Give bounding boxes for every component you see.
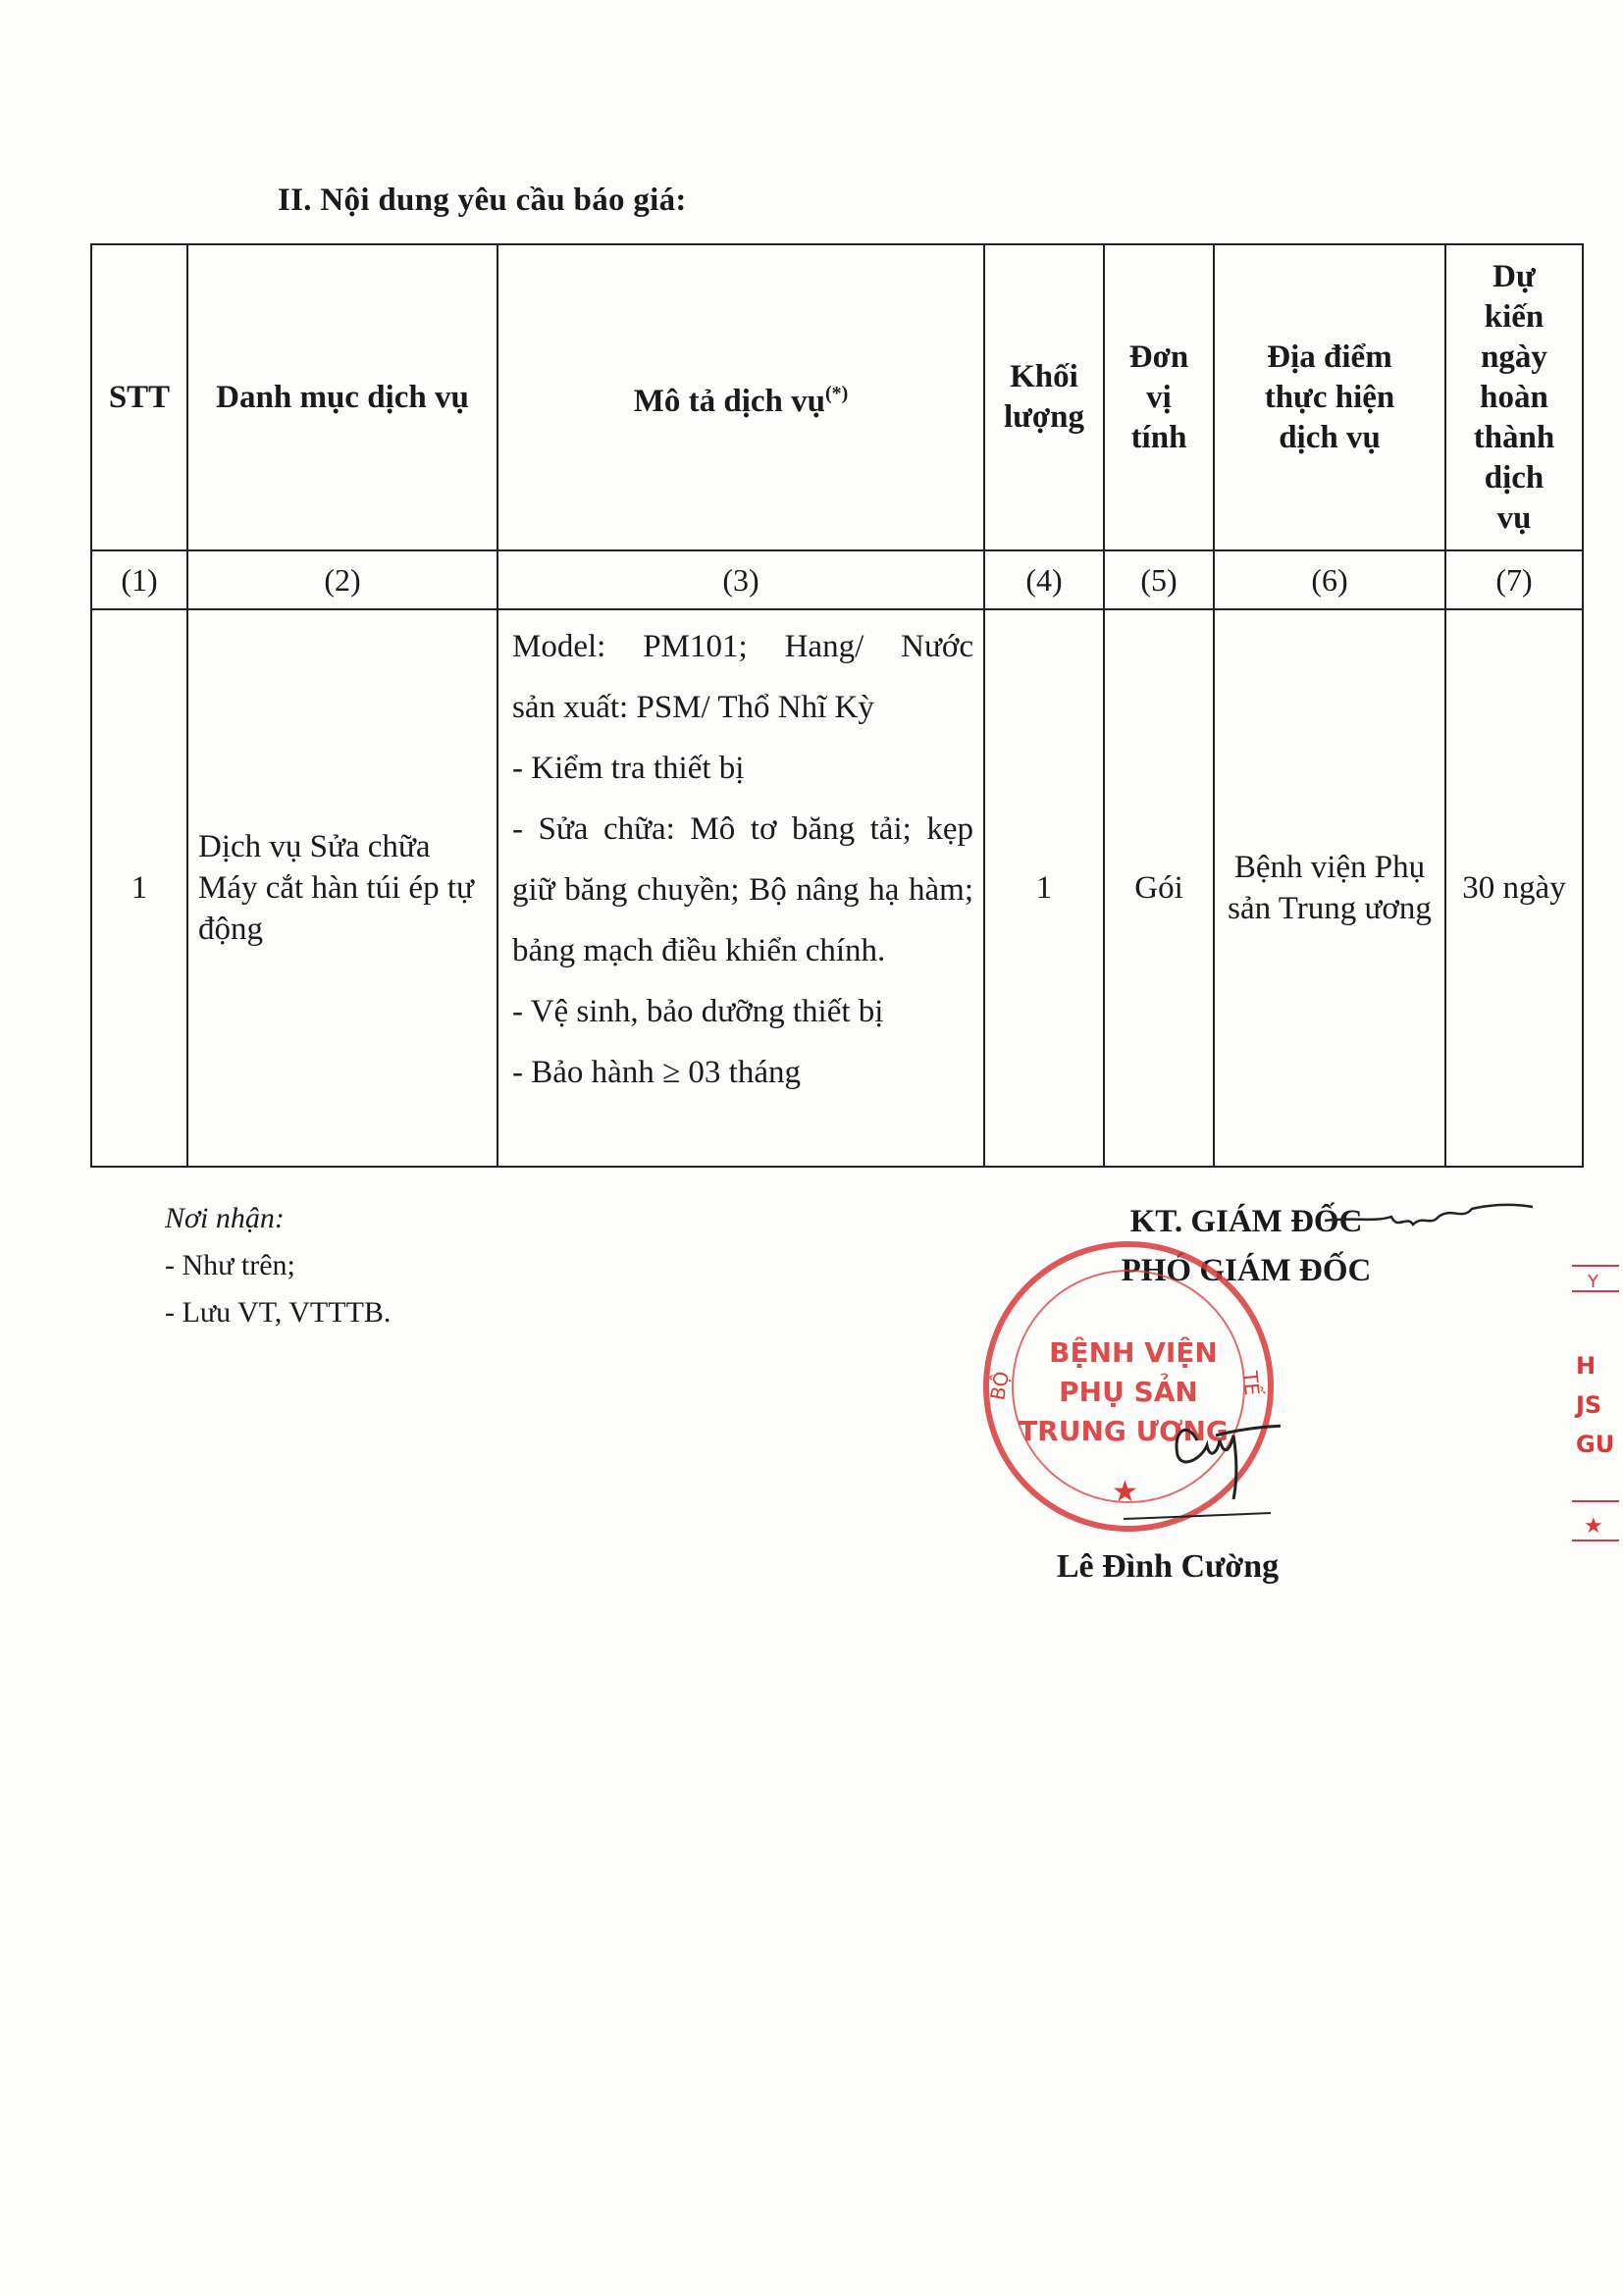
column-number: (4) xyxy=(984,550,1104,609)
header-completion xyxy=(1445,244,1583,550)
recipient-item: - Lưu VT, VTTTB. xyxy=(165,1296,392,1329)
column-number: (2) xyxy=(187,550,497,609)
svg-text:GU: GU xyxy=(1576,1431,1615,1458)
description-line: sản xuất: PSM/ Thổ Nhĩ Kỳ xyxy=(512,690,874,725)
description-line: - Sửa chữa: Mô tơ băng tải; kẹp giữ băng chuyền; Bộ nâng hạ hàm; bảng mạch điều khiển chính. xyxy=(512,811,973,968)
header-unit-line: tính xyxy=(1130,419,1187,455)
column-number-row xyxy=(91,550,1583,609)
recipients-label: Nơi nhận: xyxy=(165,1202,285,1234)
cell-stt: 1 xyxy=(91,609,187,1167)
table-header-row xyxy=(91,244,1583,550)
stamp-ring-right: TẾ xyxy=(1238,1370,1265,1397)
stamp-line: PHỤ SẢN xyxy=(1059,1376,1198,1408)
header-stt: STT xyxy=(91,244,187,550)
header-unit-line: Đơn xyxy=(1128,339,1189,375)
column-number: (6) xyxy=(1214,550,1445,609)
stamp-ring-left: BỘ xyxy=(985,1369,1015,1402)
column-number: (1) xyxy=(91,550,187,609)
header-location-line: Địa điểm xyxy=(1267,339,1392,375)
initial-signature xyxy=(1315,1187,1541,1246)
header-description xyxy=(497,244,984,550)
header-quantity xyxy=(984,244,1104,550)
header-completion-line: kiến xyxy=(1484,298,1544,335)
column-number: (7) xyxy=(1445,550,1583,609)
cell-description xyxy=(497,609,984,1167)
signer-name: Lê Đình Cường xyxy=(1056,1548,1280,1585)
header-unit-line: vị xyxy=(1146,379,1172,415)
signature-subtitle: PHÓ GIÁM ĐỐC xyxy=(1121,1253,1372,1288)
stamp-line: TRUNG ƯƠNG xyxy=(1019,1415,1229,1447)
description-line: - Vệ sinh, bảo dưỡng thiết bị xyxy=(512,994,884,1029)
table-row xyxy=(91,609,1583,1167)
description-line: - Bảo hành ≥ 03 tháng xyxy=(512,1055,801,1090)
column-number: (3) xyxy=(497,550,984,609)
svg-text:★: ★ xyxy=(1584,1514,1603,1539)
header-location-line: dịch vụ xyxy=(1279,419,1381,455)
signature-title: KT. GIÁM ĐỐC xyxy=(1129,1204,1363,1239)
header-completion-line: hoàn xyxy=(1480,379,1548,415)
recipients-block xyxy=(165,1195,391,1336)
header-footnote: (*) xyxy=(824,382,849,404)
cell-quantity: 1 xyxy=(984,609,1104,1167)
stamp-line: BỆNH VIỆN xyxy=(1049,1336,1218,1369)
header-location-line: thực hiện xyxy=(1264,379,1395,415)
svg-text:JS: JS xyxy=(1576,1391,1602,1419)
stamp-star-icon: ★ xyxy=(1112,1475,1138,1509)
header-completion-line: Dự xyxy=(1492,258,1536,294)
svg-text:H: H xyxy=(1576,1352,1597,1380)
cell-service: Dịch vụ Sửa chữa Máy cắt hàn túi ép tự động xyxy=(187,609,497,1167)
header-completion-line: dịch xyxy=(1484,459,1544,496)
header-description-label: Mô tả dịch vụ xyxy=(633,383,825,419)
header-completion-line: thành xyxy=(1473,419,1555,455)
header-unit xyxy=(1104,244,1214,550)
header-completion-line: ngày xyxy=(1481,339,1547,375)
header-quantity-line: Khối xyxy=(1010,359,1078,394)
description-line: Model: PM101; Hang/ Nước xyxy=(512,629,973,664)
recipient-item: - Như trên; xyxy=(165,1249,295,1281)
official-stamp xyxy=(976,1234,1281,1539)
svg-text:Y: Y xyxy=(1588,1272,1598,1292)
cell-completion: 30 ngày xyxy=(1445,609,1583,1167)
edge-stamp-fragment xyxy=(1560,1256,1623,1570)
header-service: Danh mục dịch vụ xyxy=(187,244,497,550)
column-number: (5) xyxy=(1104,550,1214,609)
description-line: - Kiểm tra thiết bị xyxy=(512,751,745,786)
header-quantity-line: lượng xyxy=(1003,399,1085,435)
cell-location: Bệnh viện Phụ sản Trung ương xyxy=(1214,609,1445,1167)
section-title: II. Nội dung yêu cầu báo giá: xyxy=(278,183,687,218)
quote-request-table xyxy=(90,243,1584,1168)
header-location xyxy=(1214,244,1445,550)
header-completion-line: vụ xyxy=(1496,499,1532,536)
cell-unit: Gói xyxy=(1104,609,1214,1167)
